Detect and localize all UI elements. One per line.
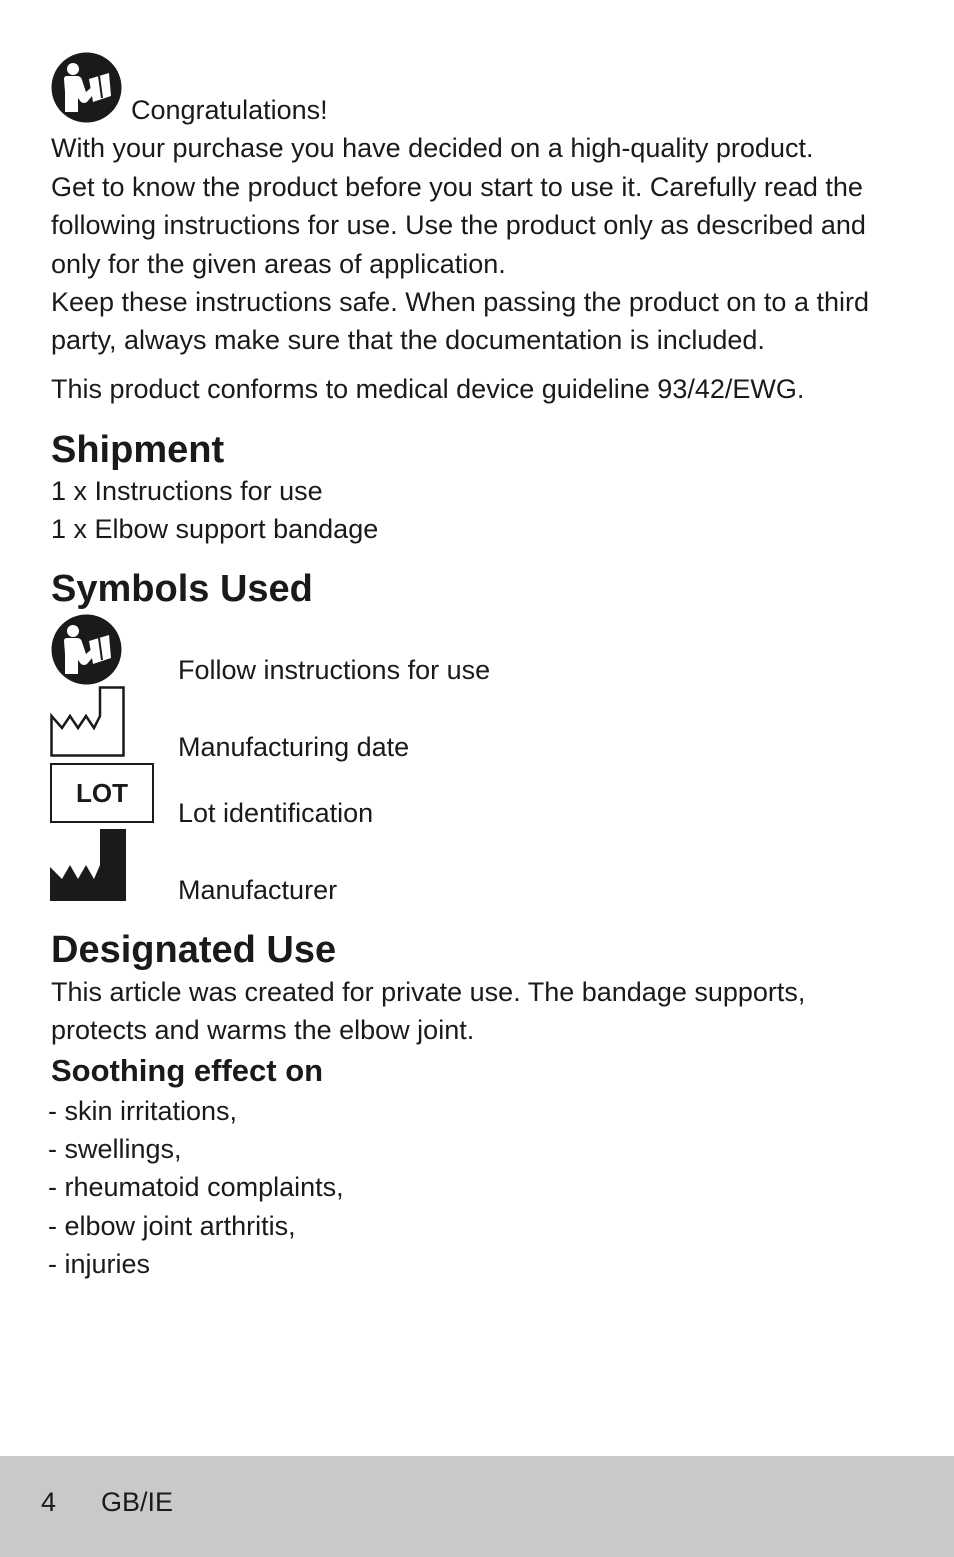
text-line: following instructions for use. Use the product only as described and	[51, 210, 866, 240]
page-number: 4	[41, 1487, 57, 1517]
text-line: Keep these instructions safe. When passing the product on to a third	[51, 287, 869, 317]
list-item: - skin irritations,	[48, 1096, 238, 1126]
symbols-heading: Symbols Used	[51, 568, 313, 610]
list-item: 1 x Instructions for use	[51, 476, 323, 506]
text-line: protects and warms the elbow joint.	[51, 1015, 475, 1045]
text-line: With your purchase you have decided on a high-quality product.	[51, 133, 814, 163]
manufacturing-date-icon	[50, 686, 126, 757]
manufacturer-icon	[50, 829, 126, 901]
text-line: party, always make sure that the documentation is included.	[51, 325, 765, 355]
symbol-label-manufacturing-date: Manufacturing date	[178, 732, 410, 762]
list-item: - injuries	[48, 1249, 151, 1279]
page-footer	[0, 1456, 954, 1557]
intro-read-manual-icon	[51, 52, 122, 123]
text-line: only for the given areas of application.	[51, 249, 506, 279]
list-item: - elbow joint arthritis,	[48, 1211, 296, 1241]
lot-icon	[50, 763, 154, 823]
symbol-label-lot: Lot identification	[178, 798, 374, 828]
shipment-heading: Shipment	[51, 429, 225, 471]
designated-use-heading: Designated Use	[51, 929, 337, 971]
list-item: 1 x Elbow support bandage	[51, 514, 379, 544]
intro-heading: Congratulations!	[131, 95, 328, 125]
soothing-effect-subheading: Soothing effect on	[51, 1053, 324, 1088]
symbol-label-follow-instructions: Follow instructions for use	[178, 655, 491, 685]
text-line: This article was created for private use. The bandage supports,	[51, 977, 806, 1007]
read-manual-icon	[51, 614, 122, 685]
text-line: Get to know the product before you start to use it. Carefully read the	[51, 172, 863, 202]
lot-icon-text: LOT	[76, 778, 128, 808]
region-code: GB/IE	[101, 1487, 174, 1517]
list-item: - swellings,	[48, 1134, 182, 1164]
symbol-label-manufacturer: Manufacturer	[178, 875, 338, 905]
conformity-statement: This product conforms to medical device guideline 93/42/EWG.	[51, 374, 805, 404]
list-item: - rheumatoid complaints,	[48, 1172, 344, 1202]
